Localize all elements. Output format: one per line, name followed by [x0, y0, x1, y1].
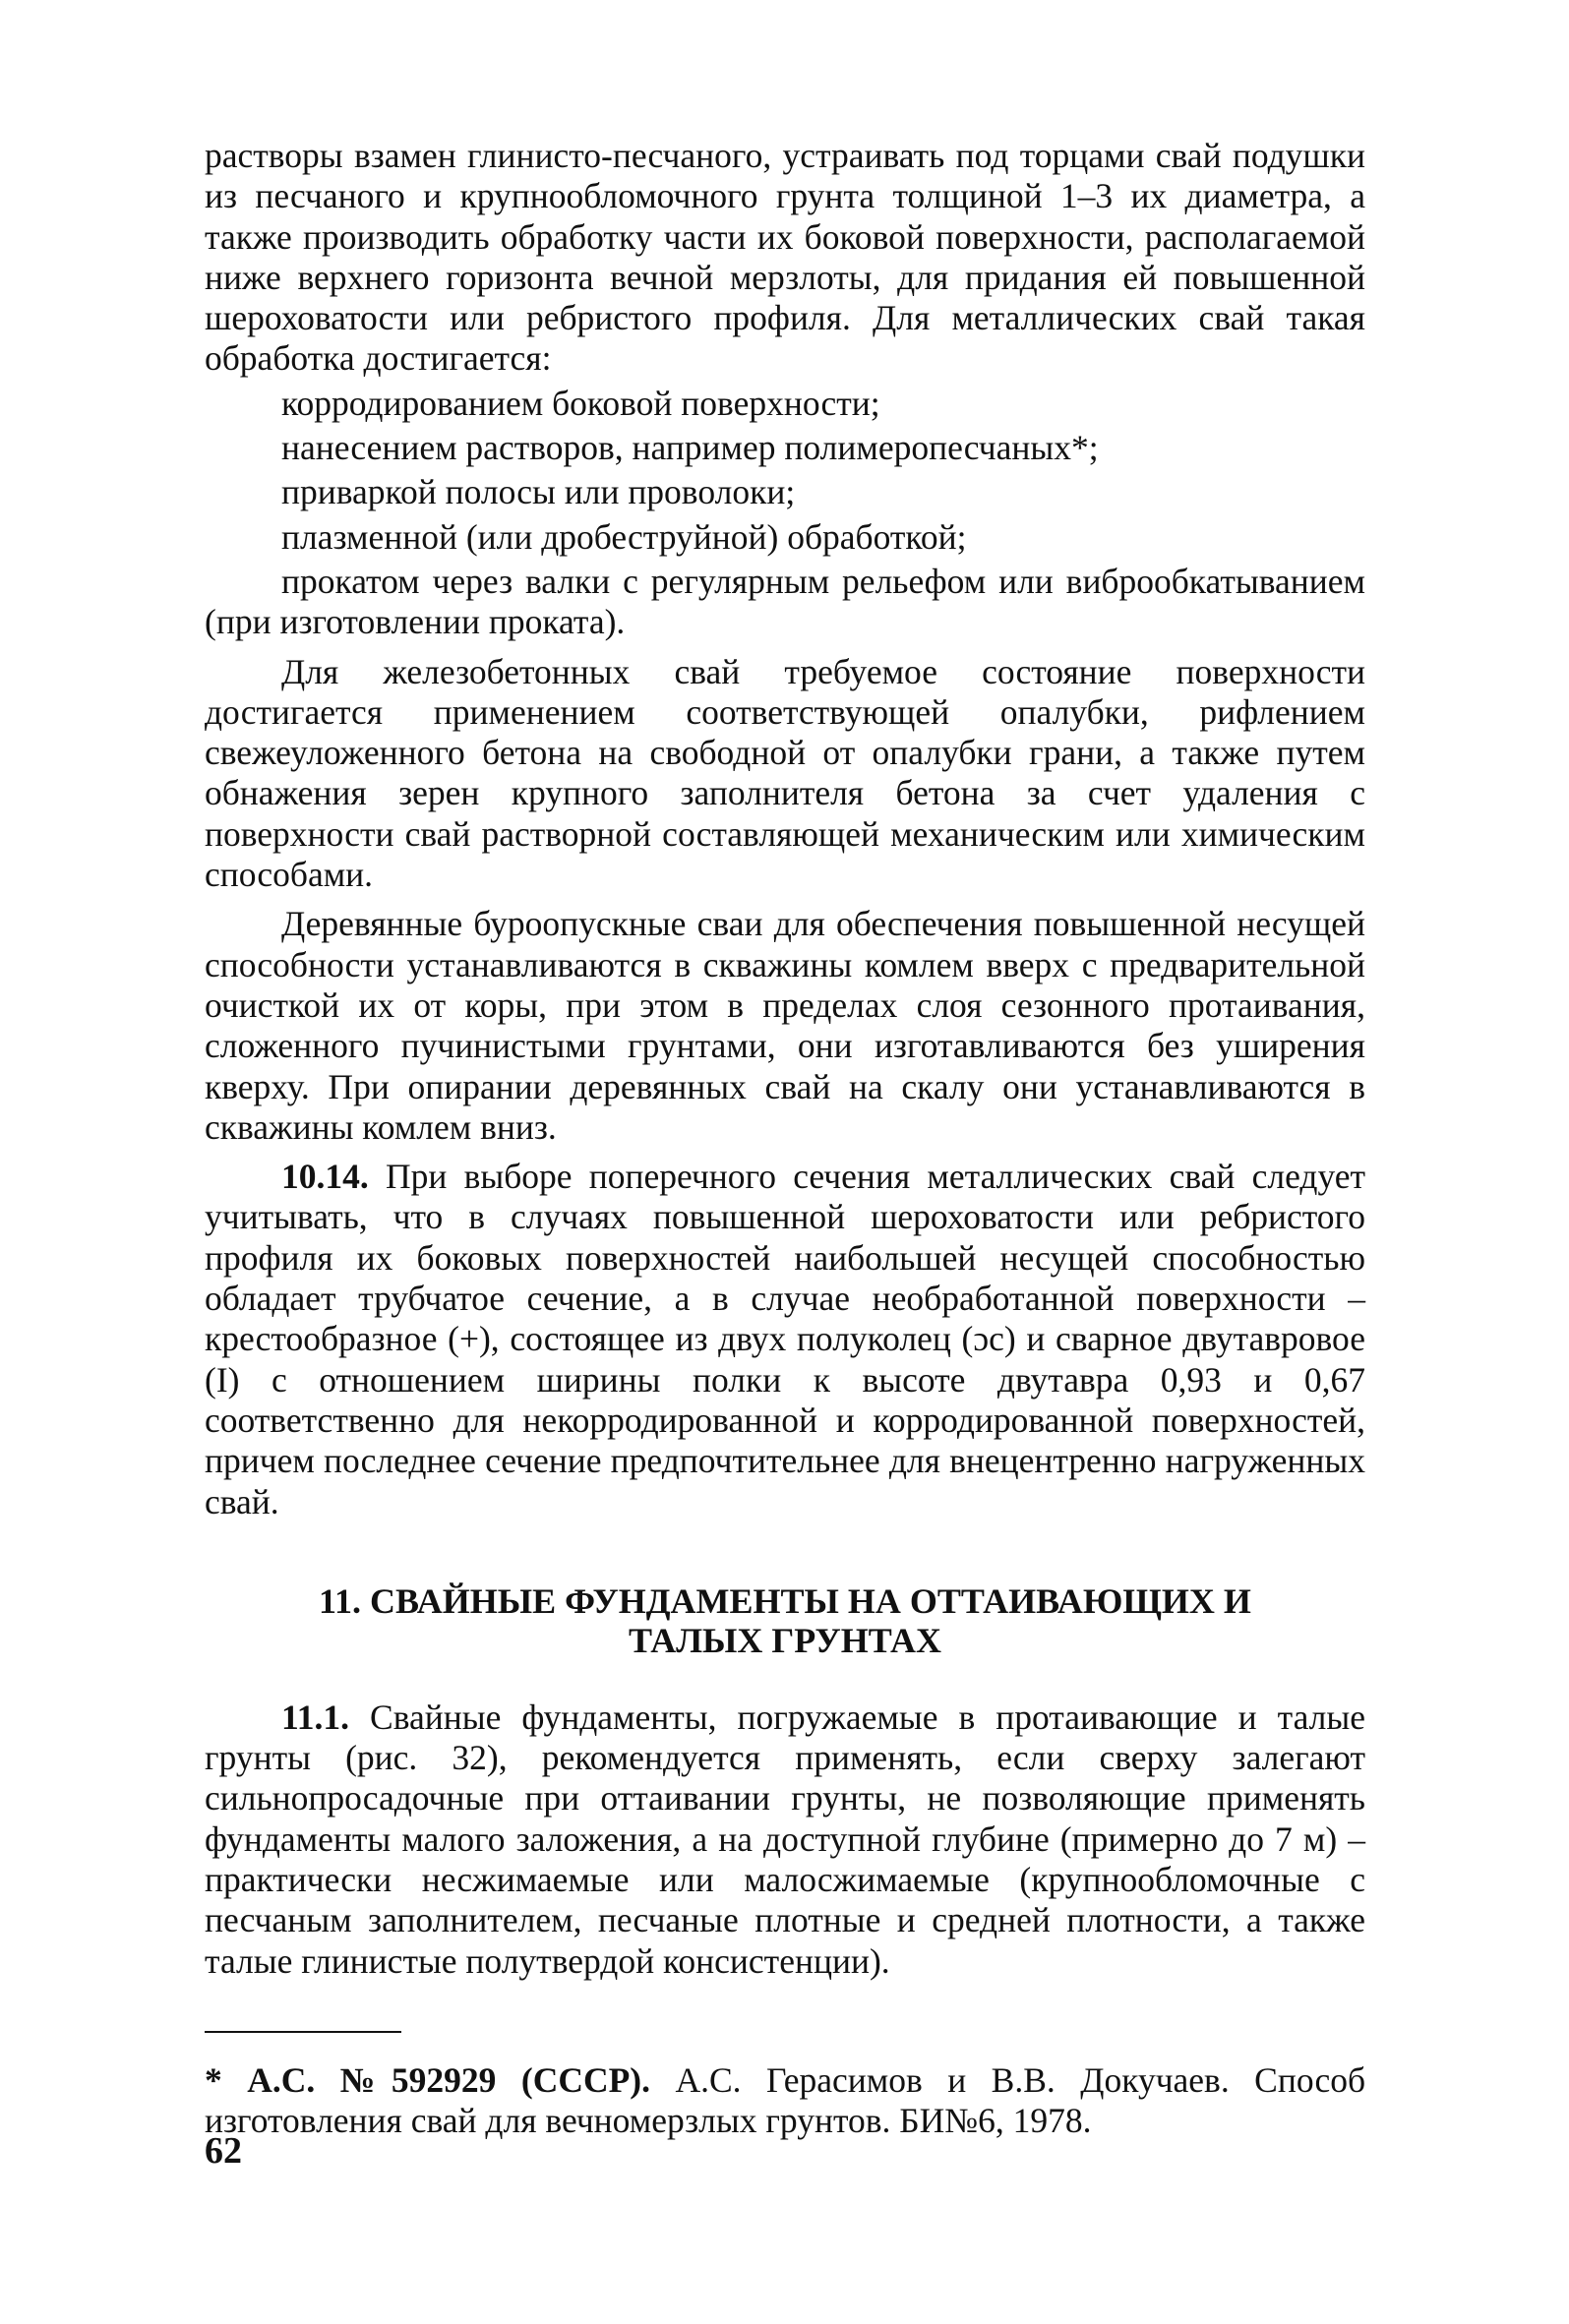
- list-item: плазменной (или дробеструйной) обработкой;: [281, 516, 967, 557]
- footnote: [205, 2060, 1365, 2142]
- paragraph-concrete-piles: Для железобетонных свай требуемое состояние поверхности достигается применением соответствующей опалубки, рифлением свежеуложенного бетона на свободной от опалубки грани, а также путем обнажения зерен крупного заполнителя бетона за счет удаления с поверхности свай растворной составляющей механическим или химическим способами.: [205, 651, 1365, 895]
- list-item: корродированием боковой поверхности;: [281, 383, 880, 423]
- clause-text: При выборе поперечного сечения металлических свай следует учитывать, что в случаях повышенной шероховатости или ребристого профиля их боковых поверхностей наибольшей несущей способностью обладает трубчатое сечение, а в случае необработанной поверхности – крестообразное (+), состоящее из двух полуколец (ɔc) и сварное двутавровое (I) с отношением ширины полки к высоте двутавра 0,93 и 0,67 соответственно для некорродированной и корродированной поверхностей, причем последнее сечение предпочтительнее для внецентренно нагруженных свай.: [205, 1157, 1366, 1521]
- list-item: нанесением растворов, например полимеропесчаных*;: [281, 428, 1099, 468]
- section-heading: 11. СВАЙНЫЕ ФУНДАМЕНТЫ НА ОТТАИВАЮЩИХ И ТАЛЫХ ГРУНТАХ: [319, 1580, 1251, 1660]
- footnote-patent: А.С. №592929 (СССР).: [247, 2059, 650, 2100]
- clause-10-14: [205, 1157, 1365, 1522]
- clause-number: 11.1.: [281, 1697, 350, 1737]
- list-item: приваркой полосы или проволоки;: [281, 472, 796, 512]
- clause-11-1: [205, 1698, 1365, 1982]
- clause-text: Свайные фундаменты, погружаемые в протаивающие и талые грунты (рис. 32), рекомендуется применять, если сверху залегают сильнопросадочные при оттаивании грунты, не позволяющие применять фундаменты малого заложения, а на доступной глубине (примерно до 7 м) – практически несжимаемые или малосжимаемые (крупнообломочные с песчаным заполнителем, песчаные плотные и средней плотности, а также талые глинистые полутвердой консистенции).: [205, 1697, 1365, 1981]
- page-body: [205, 136, 1365, 2141]
- intro-paragraph: растворы взамен глинисто-песчаного, устраивать под торцами свай подушки из песчаного и крупнообломочного грунта толщиной 1–3 их диаметра, а также производить обработку части их боковой поверхности, располагаемой ниже верхнего горизонта вечной мерзлоты, для придания ей повышенной шероховатости или ребристого профиля. Для металлических свай такая обработка достигается:: [205, 136, 1365, 379]
- clause-number: 10.14.: [281, 1157, 369, 1197]
- treatment-list: [205, 384, 1365, 643]
- footnote-text: А.С. Герасимов и В.В. Докучаев. Способ изготовления свай для вечномерзлых грунтов. БИ№6, 1978.: [205, 2059, 1366, 2141]
- footnote-divider: [205, 2031, 401, 2033]
- footnote-mark: *: [205, 2059, 222, 2100]
- paragraph-wooden-piles: Деревянные буроопускные сваи для обеспечения повышенной несущей способности устанавливаются в скважины комлем вверх с предварительной очисткой их от коры, при этом в пределах слоя сезонного протаивания, сложенного пучинистыми грунтами, они изготавливаются без уширения кверху. При опирании деревянных свай на скалу они устанавливаются в скважины комлем вниз.: [205, 904, 1365, 1147]
- list-item: прокатом через валки с регулярным рельефом или виброобкатыванием (при изготовлении проката).: [205, 561, 1365, 642]
- page-number: 62: [205, 2130, 242, 2172]
